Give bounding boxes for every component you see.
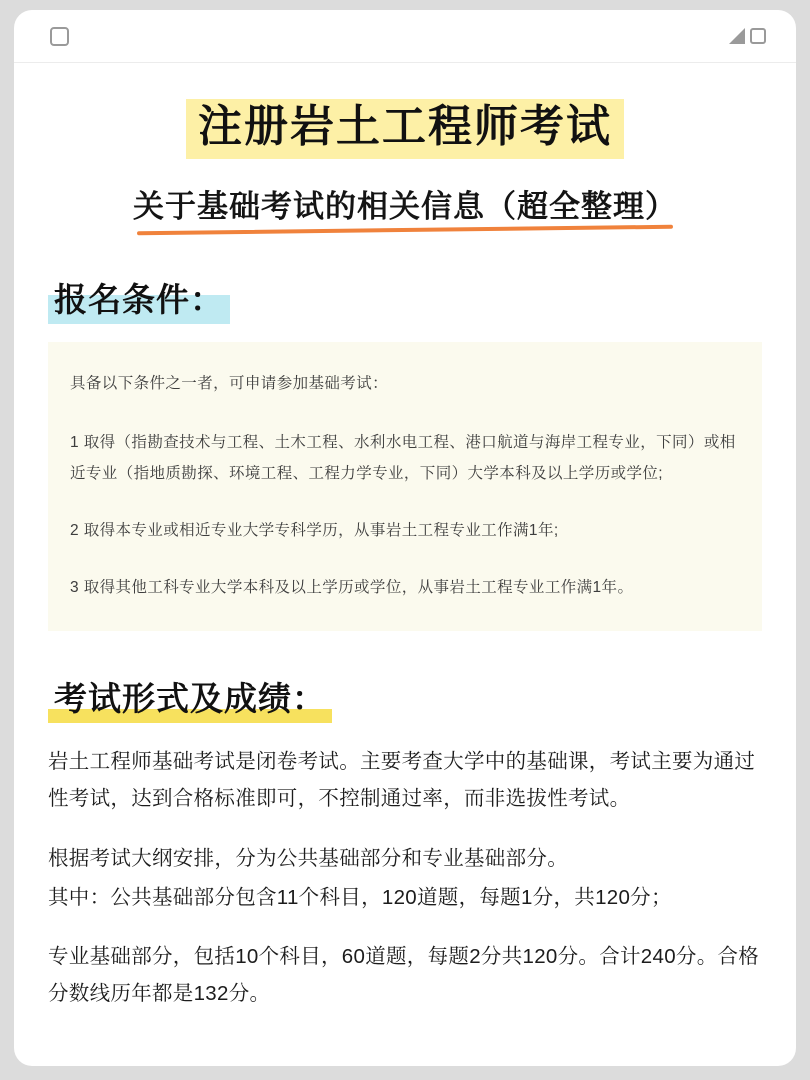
title-container (48, 99, 762, 159)
exam-format-paragraph-4: 专业基础部分，包括10个科目，60道题，每题2分共120分。合计240分。合格分数线历年都是132分。 (48, 945, 760, 1006)
exam-format-body (48, 743, 762, 1013)
requirement-item-3: 3 取得其他工科专业大学本科及以上学历或学位，从事岩土工程专业工作满1年。 (70, 578, 634, 596)
document-content (14, 99, 796, 1013)
exam-format-paragraph-3: 其中：公共基础部分包含11个科目，120道题，每题1分，共120分； (48, 885, 672, 909)
subtitle-container (48, 181, 762, 232)
exam-format-paragraph-2: 根据考试大纲安排，分为公共基础部分和专业基础部分。 (48, 846, 568, 870)
subtitle-text: 关于基础考试的相关信息（超全整理） (133, 188, 677, 225)
section-exam-format (48, 631, 762, 1013)
section-heading-requirements: 报名条件： (48, 274, 230, 324)
requirements-intro: 具备以下条件之一者，可申请参加基础考试： (70, 374, 389, 392)
page-title: 注册岩土工程师考试 (186, 99, 624, 159)
topbar-right-icons (729, 28, 766, 44)
square-outline-icon[interactable] (50, 27, 69, 46)
section-requirements (48, 232, 762, 631)
top-bar (14, 10, 796, 63)
section-heading-exam-format: 考试形式及成绩： (48, 673, 332, 723)
triangle-icon[interactable] (729, 28, 745, 44)
requirement-item-1: 1 取得（指勘查技术与工程、土木工程、水利水电工程、港口航道与海岸工程专业，下同）或相近专业（指地质勘探、环境工程、工程力学专业，下同）大学本科及以上学历或学位; (70, 433, 736, 482)
square-icon[interactable] (750, 28, 766, 44)
requirement-item-2: 2 取得本专业或相近专业大学专科学历，从事岩土工程专业工作满1年; (70, 521, 559, 539)
requirements-box (48, 342, 762, 631)
page-subtitle (133, 181, 677, 232)
note-card (14, 10, 796, 1066)
exam-format-paragraph-1: 岩土工程师基础考试是闭卷考试。主要考查大学中的基础课，考试主要为通过性考试，达到合格标准即可，不控制通过率，而非选拔性考试。 (48, 749, 756, 811)
